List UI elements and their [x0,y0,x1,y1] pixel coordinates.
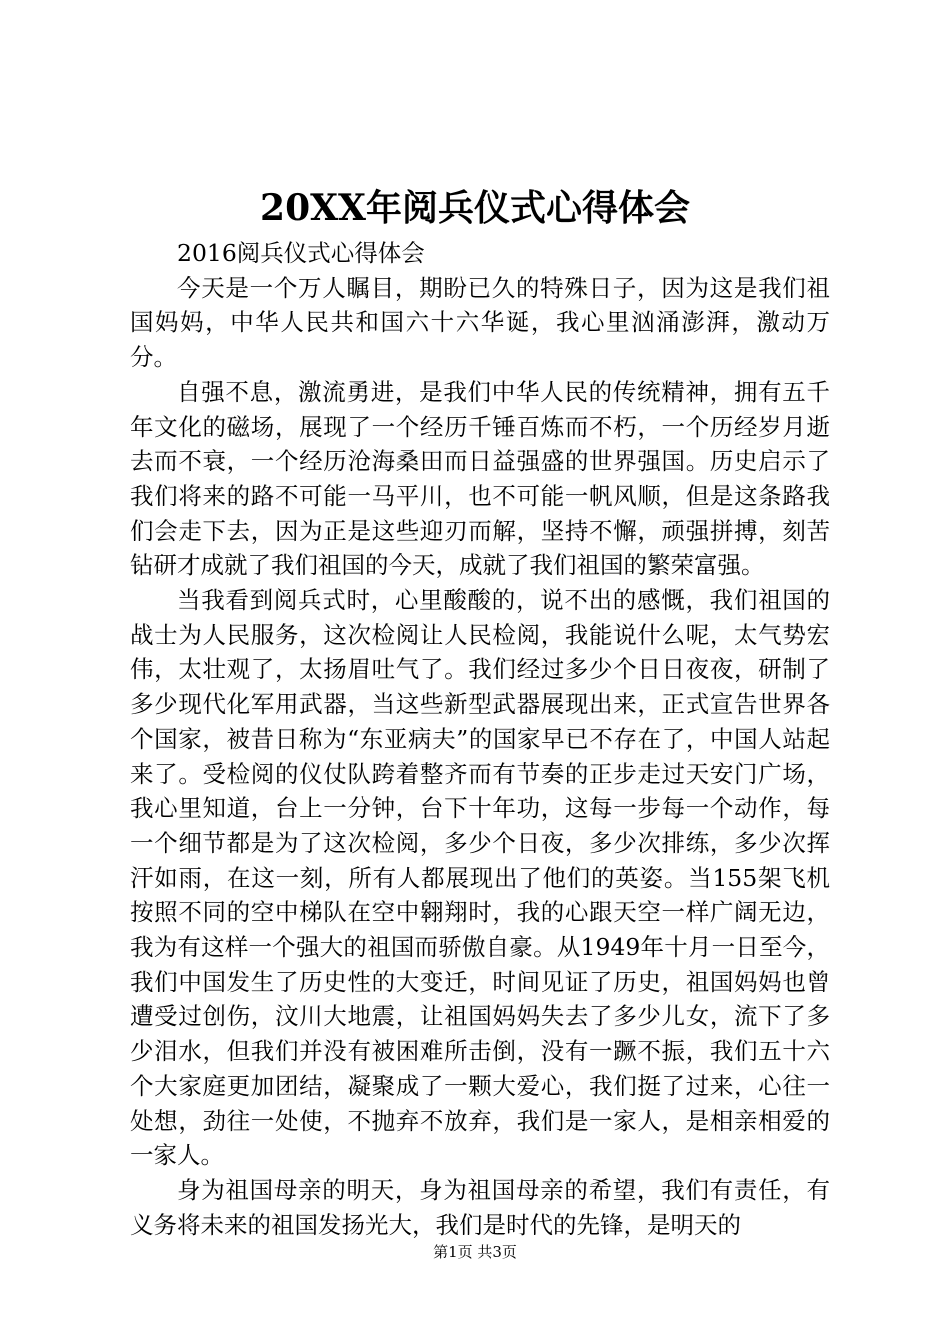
paragraph: 当我看到阅兵式时，心里酸酸的，说不出的感慨，我们祖国的战士为人民服务，这次检阅让人民检阅，我能说什么呢，太气势宏伟，太壮观了，太扬眉吐气了。我们经过多少个日日夜夜，研制了多少现代化军用武器，当这些新型武器展现出来，正式宣告世界各个国家，被昔日称为“东亚病夫”的国家早已不存在了，中国人站起来了。受检阅的仪仗队跨着整齐而有节奏的正步走过天安门广场，我心里知道，台上一分钟，台下十年功，这每一步每一个动作，每一个细节都是为了这次检阅，多少个日夜，多少次排练，多少次挥汗如雨，在这一刻，所有人都展现出了他们的英姿。当155架飞机按照不同的空中梯队在空中翱翔时，我的心跟天空一样广阔无边，我为有这样一个强大的祖国而骄傲自豪。从1949年十月一日至今，我们中国发生了历史性的大变迁，时间见证了历史，祖国妈妈也曾遭受过创伤，汶川大地震，让祖国妈妈失去了多少儿女，流下了多少泪水，但我们并没有被困难所击倒，没有一蹶不振，我们五十六个大家庭更加团结，凝聚成了一颗大爱心，我们挺了过来，心往一处想，劲往一处使，不抛弃不放弃，我们是一家人，是相亲相爱的一家人。 [130,586,830,1170]
page-footer: 第1页 共3页 [433,1243,517,1261]
paragraph: 自强不息，激流勇进，是我们中华人民的传统精神，拥有五千年文化的磁场，展现了一个经历千锤百炼而不朽，一个历经岁月逝去而不衰，一个经历沧海桑田而日益强盛的世界强国。历史启示了我们将来的路不可能一马平川，也不可能一帆风顺，但是这条路我们会走下去，因为正是这些迎刃而解，坚持不懈，顽强拼搏，刻苦钻研才成就了我们祖国的今天，成就了我们祖国的繁荣富强。 [130,377,830,580]
document-body [130,236,830,1242]
paragraph: 今天是一个万人瞩目，期盼已久的特殊日子，因为这是我们祖国妈妈，中华人民共和国六十六华诞，我心里汹涌澎湃，激动万分。 [130,273,830,372]
paragraph: 身为祖国母亲的明天，身为祖国母亲的希望，我们有责任，有义务将未来的祖国发扬光大，我们是时代的先锋，是明天的 [130,1175,830,1239]
paragraph-subtitle: 2016阅兵仪式心得体会 [177,239,425,267]
document-title: 20XX年阅兵仪式心得体会 [260,187,690,229]
